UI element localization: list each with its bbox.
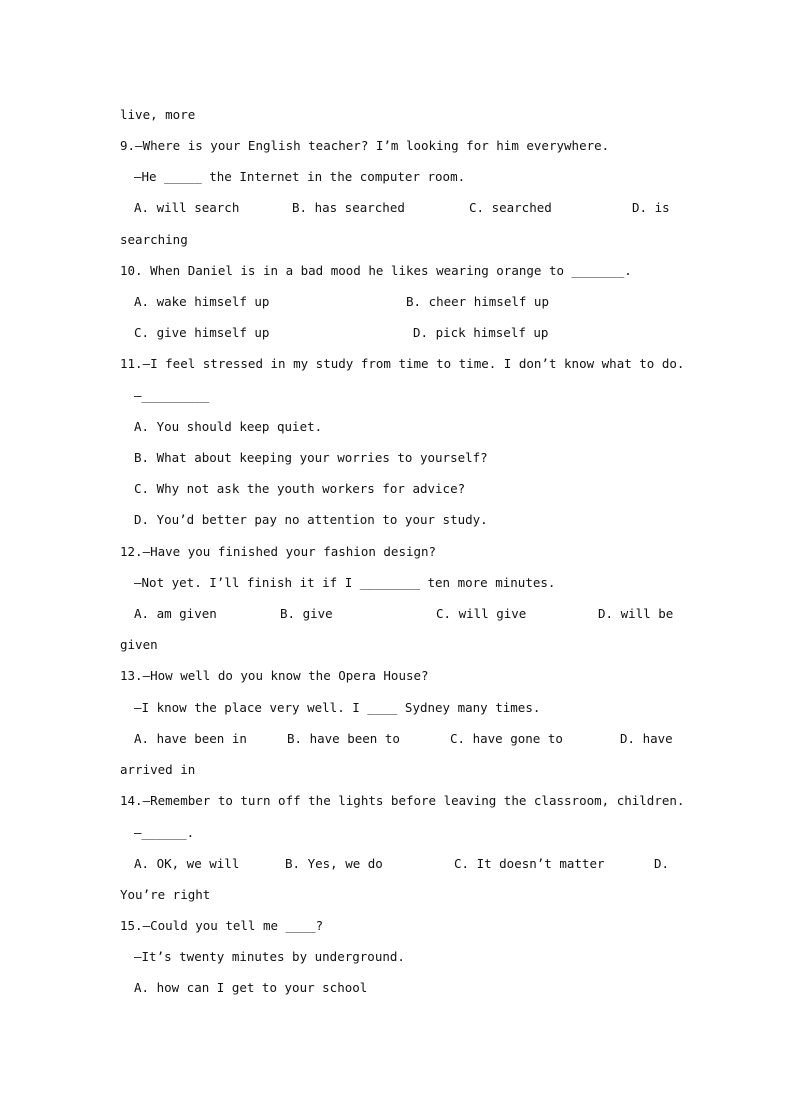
option-a: A. am given bbox=[134, 606, 217, 621]
question-10: 10. When Daniel is in a bad mood he likes wearing orange to _______. bbox=[120, 263, 632, 278]
question-11: 11.—I feel stressed in my study from time to time. I don’t know what to do. bbox=[120, 356, 685, 371]
option-a: A. You should keep quiet. bbox=[134, 419, 323, 434]
text-line: searching bbox=[120, 232, 188, 247]
option-d: D. pick himself up bbox=[413, 325, 549, 340]
option-c: C. Why not ask the youth workers for advice? bbox=[134, 481, 466, 496]
text-line: You’re right bbox=[120, 887, 211, 902]
option-b: B. give bbox=[280, 606, 333, 621]
question-15-reply: —It’s twenty minutes by underground. bbox=[134, 949, 405, 964]
question-9-reply: —He _____ the Internet in the computer room. bbox=[134, 169, 466, 184]
option-a: A. OK, we will bbox=[134, 856, 240, 871]
option-b: B. have been to bbox=[287, 731, 400, 746]
question-13: 13.—How well do you know the Opera House? bbox=[120, 668, 429, 683]
option-c: C. have gone to bbox=[450, 731, 563, 746]
option-b: B. What about keeping your worries to yourself? bbox=[134, 450, 488, 465]
option-c: C. give himself up bbox=[134, 325, 270, 340]
option-d: D. bbox=[654, 856, 670, 871]
question-14-reply: —______. bbox=[134, 825, 195, 840]
option-a: A. how can I get to your school bbox=[134, 980, 368, 995]
option-d: D. is bbox=[632, 200, 670, 215]
question-14: 14.—Remember to turn off the lights before leaving the classroom, children. bbox=[120, 793, 685, 808]
text-line: given bbox=[120, 637, 158, 652]
text-line: live, more bbox=[120, 107, 196, 122]
option-c: C. It doesn’t matter bbox=[454, 856, 605, 871]
option-a: A. will search bbox=[134, 200, 240, 215]
option-b: B. cheer himself up bbox=[406, 294, 549, 309]
question-11-reply: —_________ bbox=[134, 388, 210, 403]
question-12-reply: —Not yet. I’ll finish it if I ________ ten more minutes. bbox=[134, 575, 556, 590]
question-9: 9.—Where is your English teacher? I’m looking for him everywhere. bbox=[120, 138, 610, 153]
text-line: arrived in bbox=[120, 762, 196, 777]
option-d: D. will be bbox=[598, 606, 674, 621]
option-d: D. You’d better pay no attention to your study. bbox=[134, 512, 488, 527]
option-c: C. searched bbox=[469, 200, 552, 215]
option-b: B. has searched bbox=[292, 200, 405, 215]
option-a: A. have been in bbox=[134, 731, 247, 746]
option-d: D. have bbox=[620, 731, 673, 746]
option-a: A. wake himself up bbox=[134, 294, 270, 309]
option-b: B. Yes, we do bbox=[285, 856, 383, 871]
option-c: C. will give bbox=[436, 606, 527, 621]
question-15: 15.—Could you tell me ____? bbox=[120, 918, 324, 933]
question-13-reply: —I know the place very well. I ____ Sydney many times. bbox=[134, 700, 541, 715]
question-12: 12.—Have you finished your fashion design? bbox=[120, 544, 437, 559]
